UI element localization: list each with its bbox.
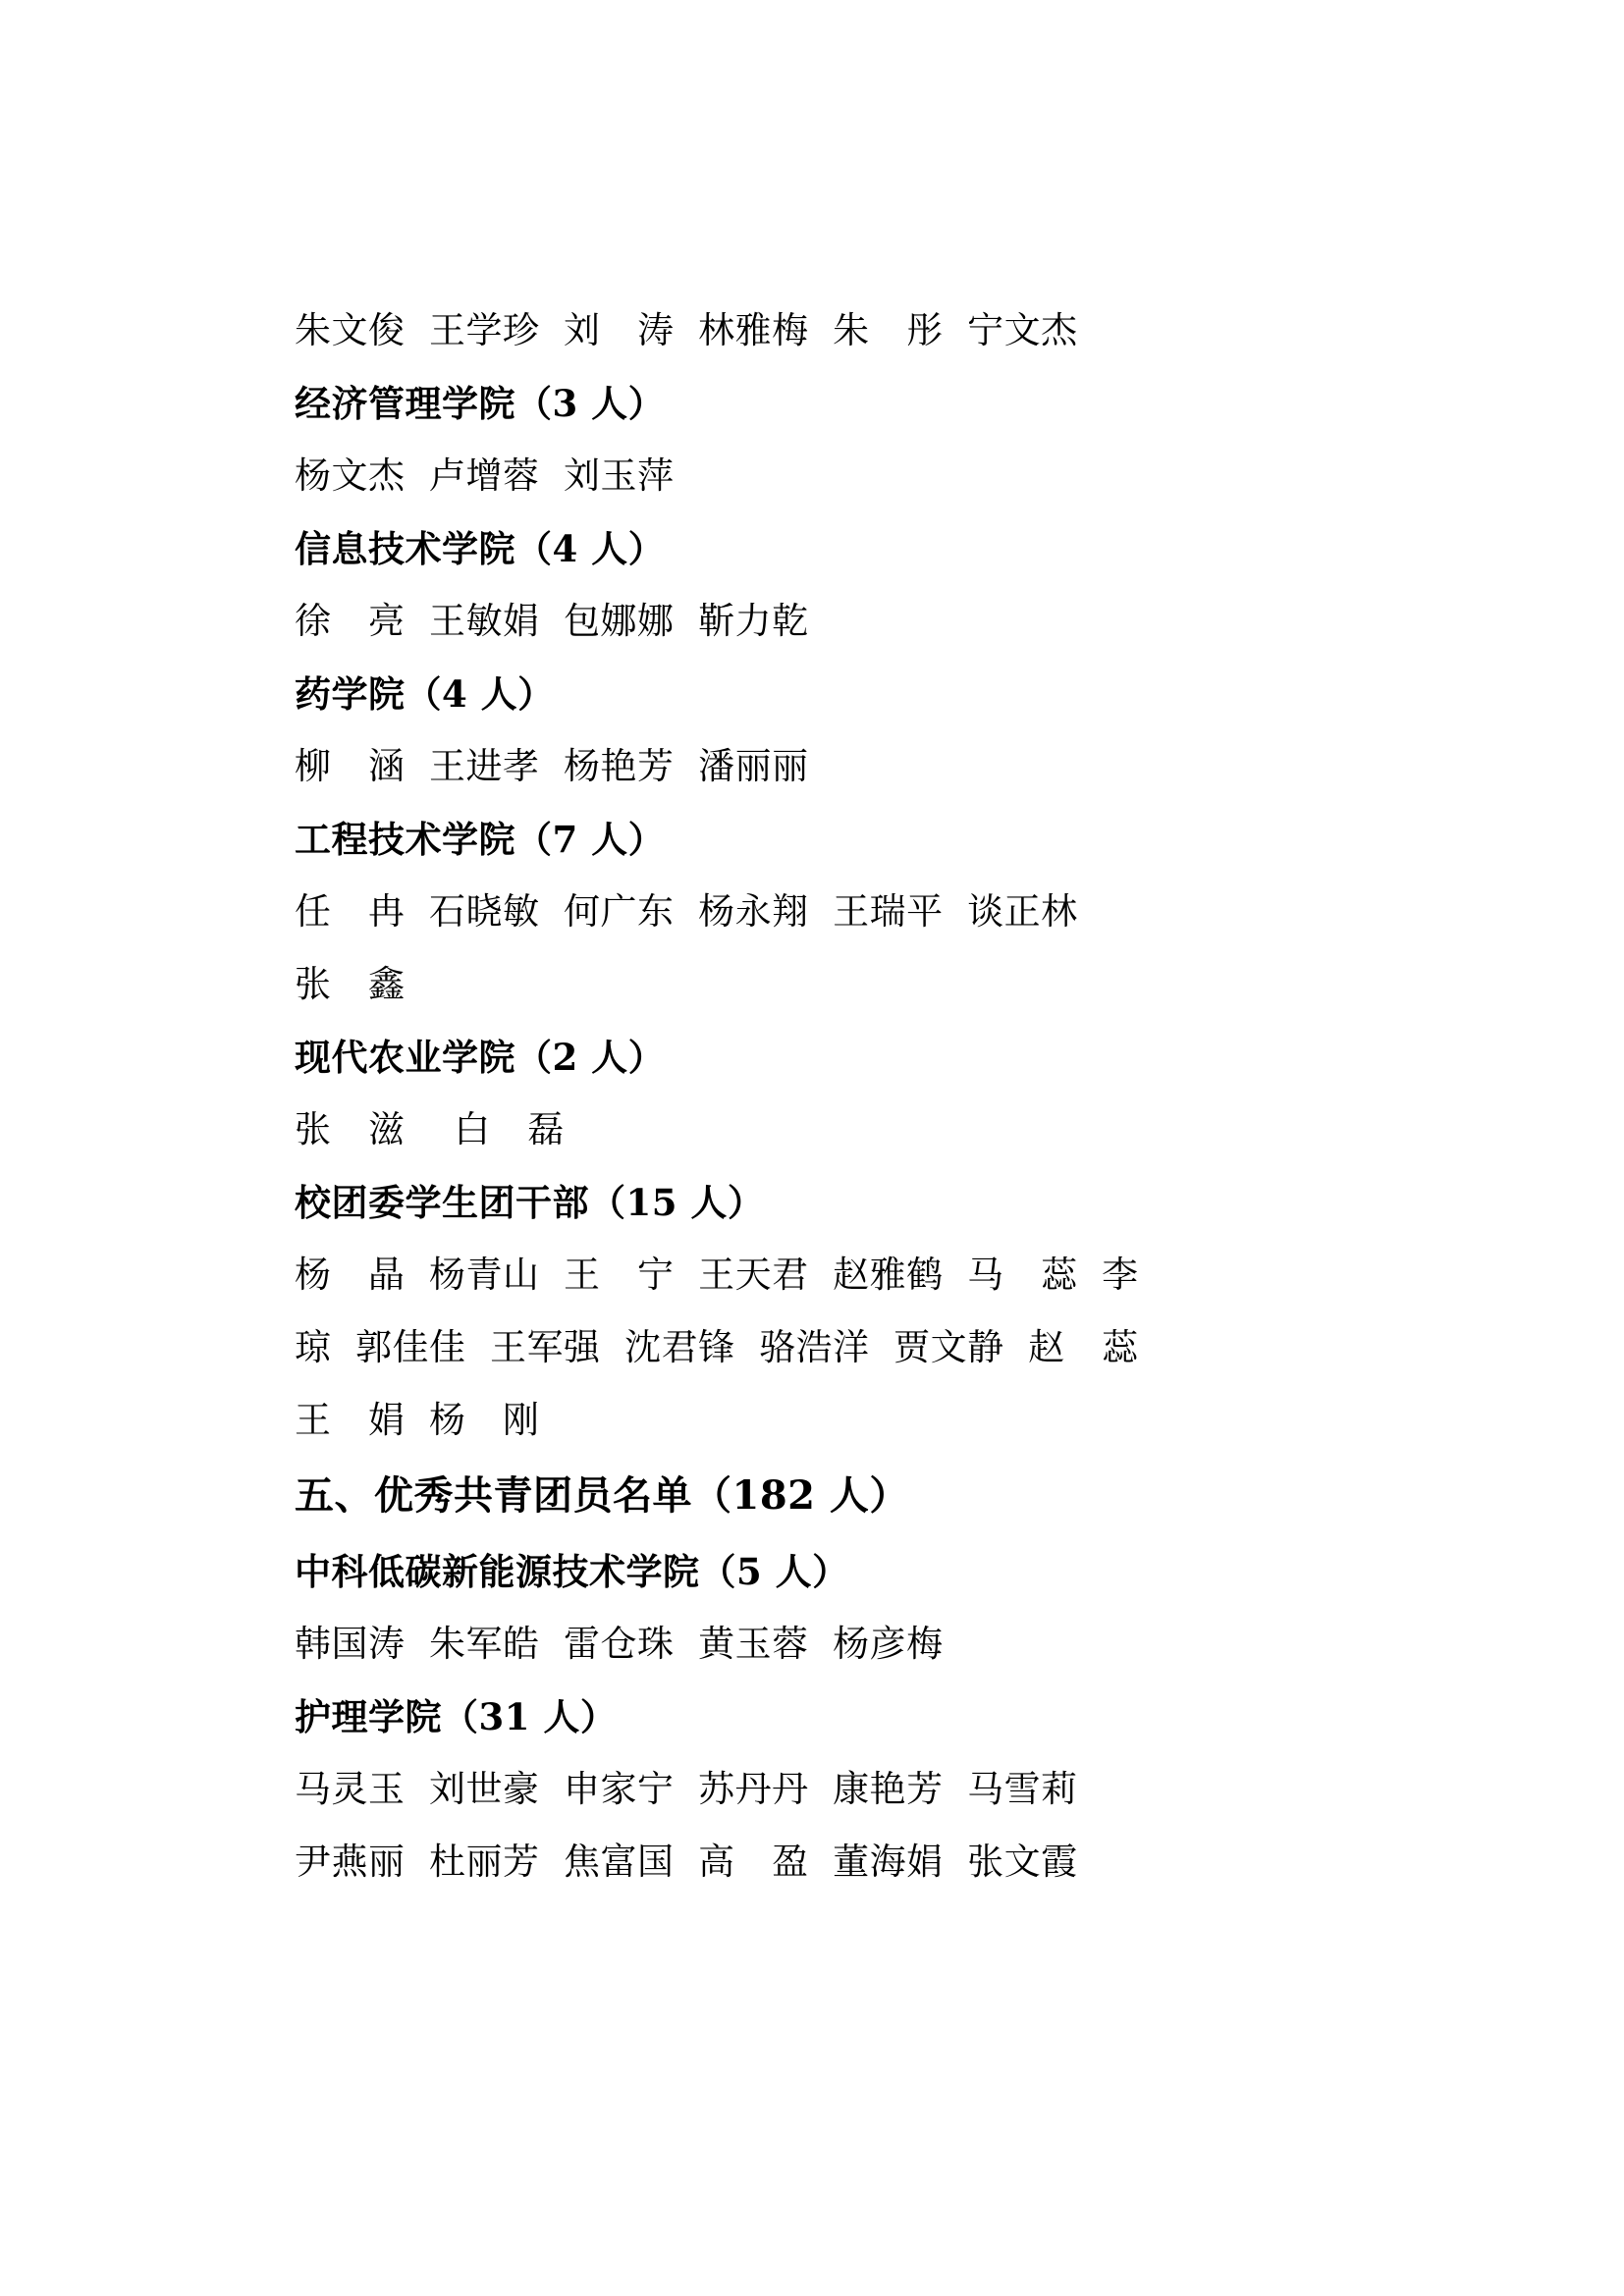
name-list-line: 张 滋 白 磊 — [295, 1108, 565, 1150]
name-list-line: 徐 亮 王敏娟 包娜娜 靳力乾 — [295, 600, 809, 642]
name-list-line: 尹燕丽 杜丽芳 焦富国 高 盈 董海娟 张文霞 — [295, 1841, 1078, 1883]
college-heading: 信息技术学院（4 人） — [295, 527, 666, 570]
college-heading: 经济管理学院（3 人） — [295, 382, 666, 425]
name-list-line: 张 鑫 — [295, 963, 406, 1005]
college-heading: 现代农业学院（2 人） — [295, 1036, 666, 1079]
name-list-line: 杨 晶 杨青山 王 宁 王天君 赵雅鹤 马 蕊 李 — [295, 1254, 1139, 1296]
college-heading: 护理学院（31 人） — [295, 1695, 618, 1738]
name-list-line: 马灵玉 刘世豪 申家宁 苏丹丹 康艳芳 马雪莉 — [295, 1768, 1078, 1810]
college-heading: 药学院（4 人） — [295, 672, 555, 716]
name-list-line: 杨文杰 卢增蓉 刘玉萍 — [295, 454, 675, 497]
name-list-line: 韩国涛 朱军皓 雷仓珠 黄玉蓉 杨彦梅 — [295, 1623, 944, 1665]
name-list-line: 王 娟 杨 刚 — [295, 1399, 540, 1441]
section-heading: 五、优秀共青团员名单（182 人） — [295, 1472, 909, 1519]
name-list-line: 琼 郭佳佳 王军强 沈君锋 骆浩洋 贾文静 赵 蕊 — [295, 1326, 1139, 1368]
name-list-line: 柳 涵 王进孝 杨艳芳 潘丽丽 — [295, 745, 809, 787]
college-heading: 工程技术学院（7 人） — [295, 818, 666, 861]
college-heading: 中科低碳新能源技术学院（5 人） — [295, 1550, 849, 1593]
name-list-line: 任 冉 石晓敏 何广东 杨永翔 王瑞平 谈正林 — [295, 890, 1078, 933]
name-list-line: 朱文俊 王学珍 刘 涛 林雅梅 朱 彤 宁文杰 — [295, 309, 1078, 351]
college-heading: 校团委学生团干部（15 人） — [295, 1181, 765, 1224]
